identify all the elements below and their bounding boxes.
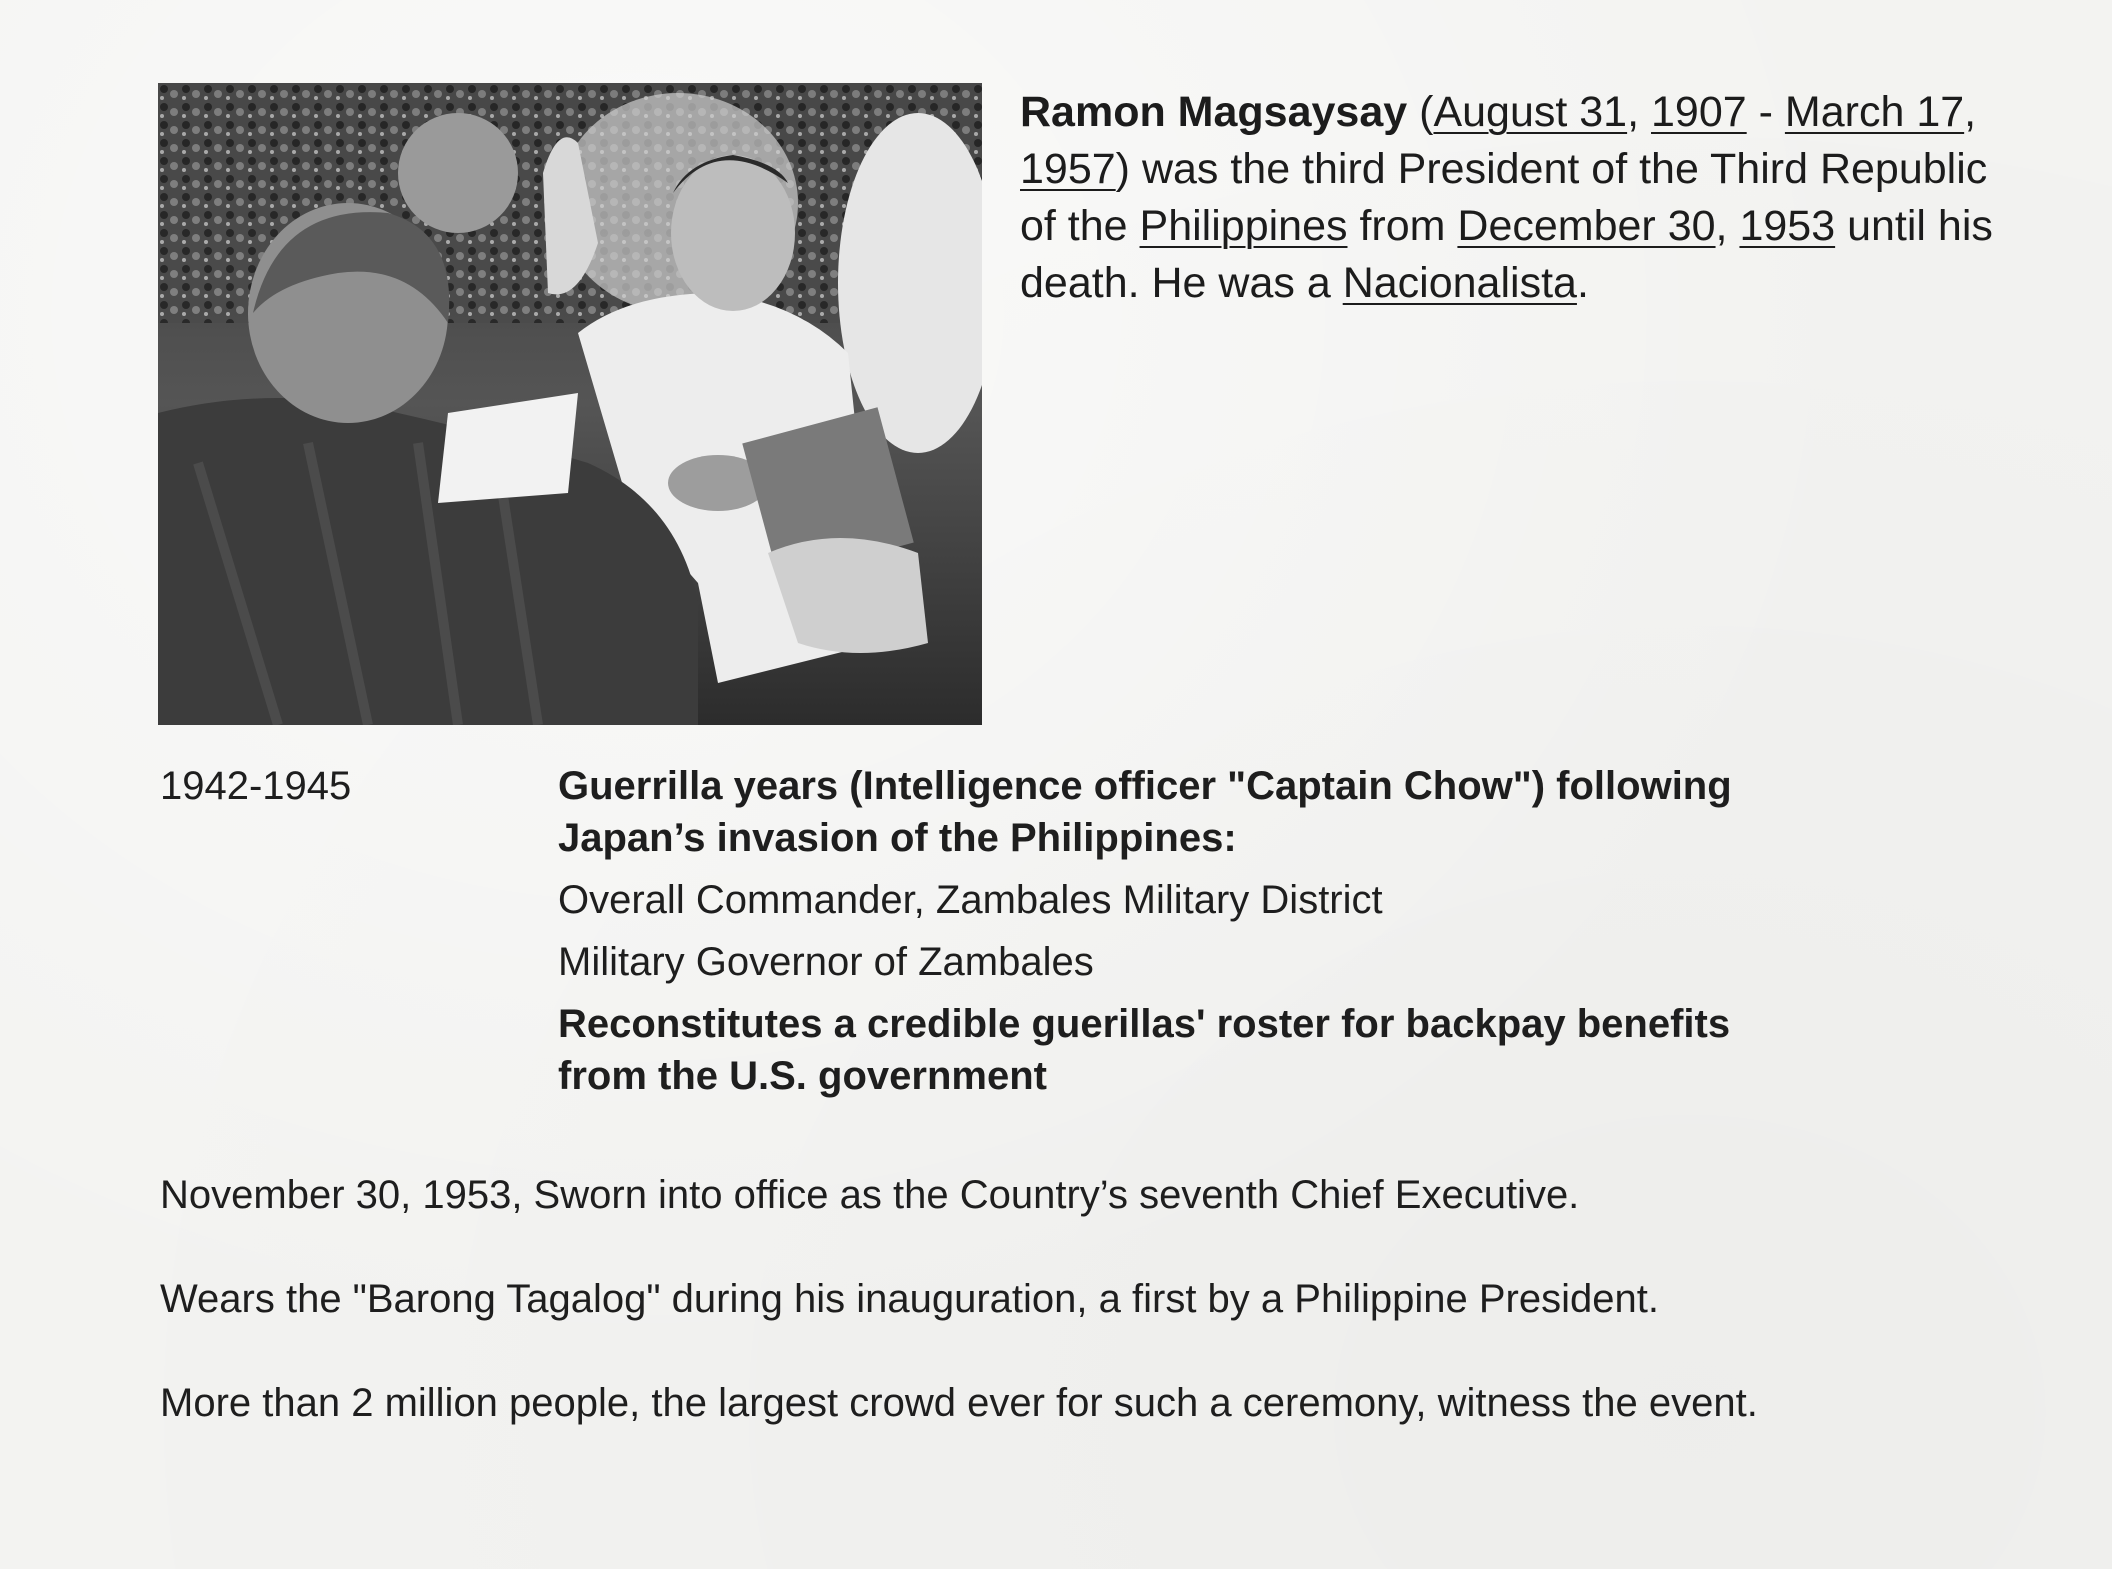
photo-image xyxy=(158,83,982,725)
comma: , xyxy=(1627,88,1652,136)
inauguration-photo xyxy=(158,83,982,725)
paren-open: ( xyxy=(1407,88,1434,136)
link-birth-year[interactable]: 1907 xyxy=(1651,88,1747,136)
timeline-item-roster-line-1: Reconstitutes a credible guerillas' roster for backpay benefits xyxy=(558,1002,1731,1046)
dash: - xyxy=(1746,88,1785,136)
period: . xyxy=(1576,259,1589,307)
person-name: Ramon Magsaysay xyxy=(1020,88,1408,136)
link-term-start-year[interactable]: 1953 xyxy=(1739,202,1836,250)
intro-text: ) was the third President of the Third Republic of the xyxy=(1020,145,1988,250)
link-philippines[interactable]: Philippines xyxy=(1139,202,1348,250)
timeline-item-roster-line-2: from the U.S. government xyxy=(558,1054,1047,1098)
paragraph-sworn-in: November 30, 1953, Sworn into office as the Country’s seventh Chief Executive. xyxy=(160,1173,1580,1217)
link-birth-date[interactable]: August 31 xyxy=(1433,88,1628,136)
link-nacionalista[interactable]: Nacionalista xyxy=(1342,259,1577,307)
timeline-item-governor: Military Governor of Zambales xyxy=(558,940,1094,984)
timeline-events xyxy=(558,760,1938,1102)
timeline-heading-line-1: Guerrilla years (Intelligence officer "Captain Chow") following xyxy=(558,764,1732,808)
link-death-year[interactable]: 1957 xyxy=(1020,145,1116,193)
timeline-heading-line-2: Japan’s invasion of the Philippines: xyxy=(558,816,1237,860)
comma: , xyxy=(1964,88,1977,136)
comma: , xyxy=(1715,202,1740,250)
paragraph-barong-tagalog: Wears the "Barong Tagalog" during his inauguration, a first by a Philippine President. xyxy=(160,1277,1659,1321)
intro-text: from xyxy=(1347,202,1458,250)
intro-paragraph xyxy=(1020,84,2020,312)
link-death-date[interactable]: March 17 xyxy=(1784,88,1965,136)
paragraph-crowd: More than 2 million people, the largest crowd ever for such a ceremony, witness the event. xyxy=(160,1381,1758,1425)
link-term-start-date[interactable]: December 30 xyxy=(1457,202,1716,250)
timeline-item-commander: Overall Commander, Zambales Military District xyxy=(558,878,1383,922)
intro-text: until his death. He was a xyxy=(1020,202,1993,307)
timeline-years: 1942-1945 xyxy=(160,764,352,808)
